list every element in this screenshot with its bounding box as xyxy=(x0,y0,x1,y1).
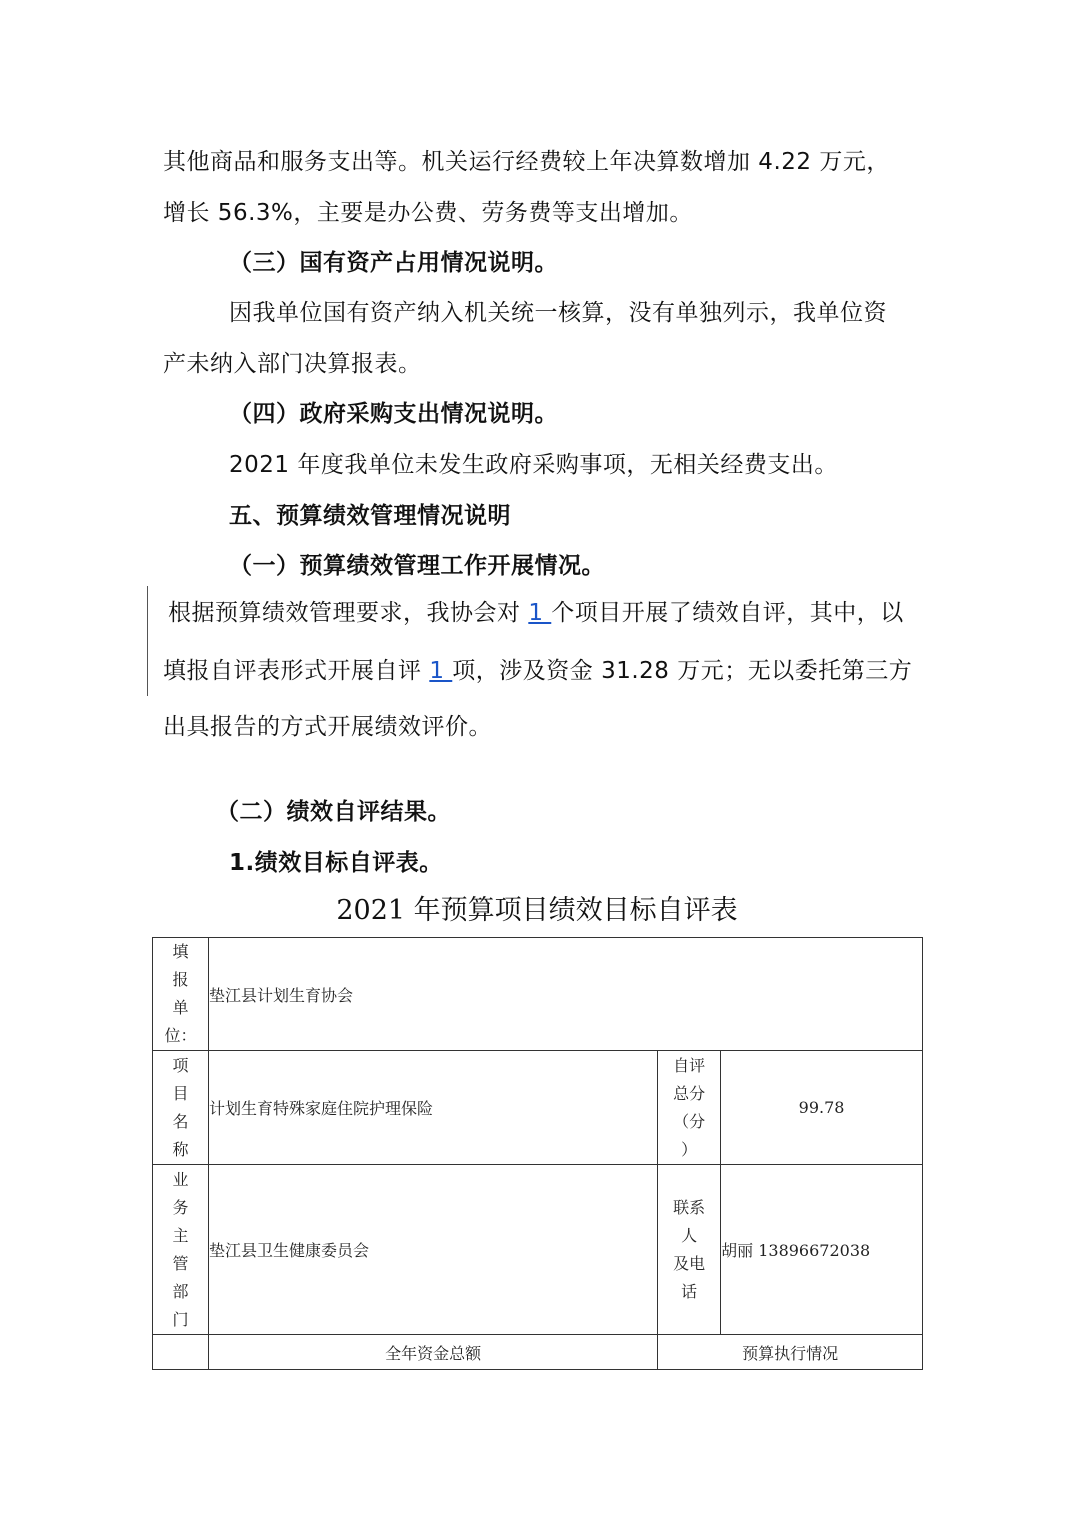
paragraph-line xyxy=(168,598,904,628)
table-row xyxy=(153,1051,923,1165)
supervising-dept-value: 垫江县卫生健康委员会 xyxy=(208,1165,657,1335)
text-span: 根据预算绩效管理要求，我协会对 xyxy=(168,600,529,626)
self-eval-count-link[interactable]: 1 xyxy=(429,658,453,684)
performance-table xyxy=(152,937,923,1370)
table-row xyxy=(153,1335,923,1370)
paragraph-line: 因我单位国有资产纳入机关统一核算，没有单独列示，我单位资 xyxy=(229,300,887,326)
section-heading-assets: （三）国有资产占用情况说明。 xyxy=(229,250,558,276)
text-span: 项，涉及资金 31.28 万元；无以委托第三方 xyxy=(452,658,913,684)
label-char: 填 xyxy=(172,942,189,961)
header-total-funds: 全年资金总额 xyxy=(208,1335,657,1370)
revision-bar xyxy=(147,586,148,696)
label-project-name xyxy=(153,1051,209,1165)
label-char: 门 xyxy=(172,1309,189,1329)
contact-value: 胡丽 13896672038 xyxy=(721,1165,923,1335)
label-char: 务 xyxy=(172,1197,189,1217)
label-char: 称 xyxy=(172,1139,189,1159)
paragraph-line: 产未纳入部门决算报表。 xyxy=(163,351,422,377)
label-char: 目 xyxy=(172,1083,189,1103)
table-row xyxy=(153,938,923,1051)
text-span: 个项目开展了绩效自评，其中，以 xyxy=(551,600,904,626)
reporting-unit-value: 垫江县计划生育协会 xyxy=(208,938,922,1051)
self-score-value: 99.78 xyxy=(721,1051,923,1165)
label-contact xyxy=(658,1165,721,1335)
label-char: 业 xyxy=(172,1169,189,1189)
label-reporting-unit xyxy=(153,938,209,1051)
paragraph-line: 其他商品和服务支出等。机关运行经费较上年决算数增加 4.22 万元， xyxy=(163,149,890,175)
label-char: 单 xyxy=(172,998,189,1017)
label-char: 人 xyxy=(681,1225,698,1245)
project-count-link[interactable]: 1 xyxy=(528,600,552,626)
label-char: 项 xyxy=(172,1055,189,1075)
paragraph-line: 增长 56.3%，主要是办公费、劳务费等支出增加。 xyxy=(163,200,693,226)
label-char: ） xyxy=(681,1139,698,1159)
paragraph-line xyxy=(163,656,912,686)
label-char: 报 xyxy=(172,970,189,989)
label-char: 及电 xyxy=(673,1253,706,1273)
table-title: 2021 年预算项目绩效目标自评表 xyxy=(336,895,738,926)
subsection-heading-target-table: 1.绩效目标自评表。 xyxy=(229,850,443,876)
label-char: 名 xyxy=(172,1111,189,1131)
label-char: 自评 xyxy=(673,1055,706,1075)
subsection-heading-work: （一）预算绩效管理工作开展情况。 xyxy=(229,553,605,579)
label-char: 位： xyxy=(164,1026,197,1045)
project-name-value: 计划生育特殊家庭住院护理保险 xyxy=(208,1051,657,1165)
label-supervising-dept xyxy=(153,1165,209,1335)
header-budget-execution: 预算执行情况 xyxy=(658,1335,923,1370)
label-char: 总分 xyxy=(673,1083,706,1103)
label-char: 主 xyxy=(172,1225,189,1245)
paragraph-line: 出具报告的方式开展绩效评价。 xyxy=(163,714,492,740)
label-char: 部 xyxy=(172,1281,189,1301)
section-heading-five: 五、预算绩效管理情况说明 xyxy=(229,503,511,529)
empty-cell xyxy=(153,1335,209,1370)
section-heading-procurement: （四）政府采购支出情况说明。 xyxy=(229,401,558,427)
label-char: 管 xyxy=(172,1253,189,1273)
label-char: 话 xyxy=(681,1281,698,1301)
label-self-score xyxy=(658,1051,721,1165)
subsection-heading-results: （二）绩效自评结果。 xyxy=(216,799,451,825)
label-char: 联系 xyxy=(673,1197,706,1217)
text-span: 填报自评表形式开展自评 xyxy=(163,658,430,684)
table-row xyxy=(153,1165,923,1335)
label-char: （分 xyxy=(673,1111,706,1131)
paragraph-line: 2021 年度我单位未发生政府采购事项，无相关经费支出。 xyxy=(229,452,838,478)
